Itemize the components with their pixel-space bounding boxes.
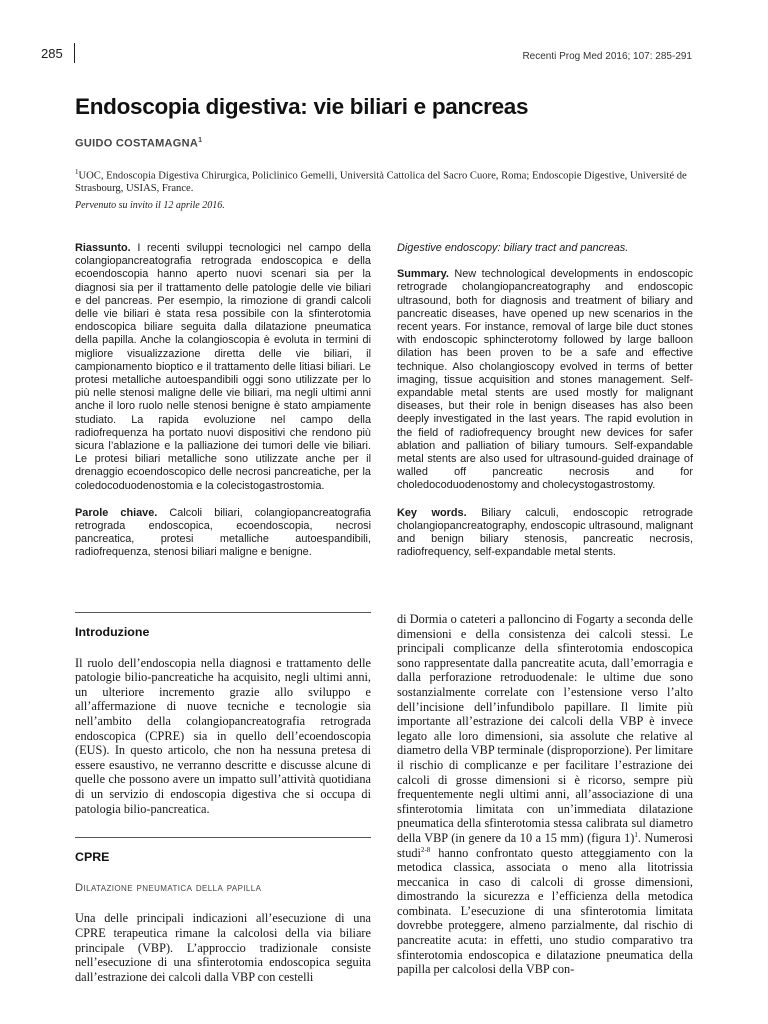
riassunto-paragraph (75, 242, 371, 493)
body-column-left (75, 612, 371, 984)
abstract-english (397, 242, 693, 559)
body-text-segment: . Numerosi studi (397, 830, 694, 860)
intro-paragraph: Il ruolo dell’endoscopia nella diagnosi e trattamento delle patologie bilio-pancreatiche ha acquisito, negli ultimi anni, un ulteriore incremento grazie allo sviluppo e all’affermazione di nuove tecniche e tecnologie sia nell’ambito della colangiopancreatografia retrograda endoscopica (CPRE) sia in quello dell’ecoendoscopia (EUS). In questo articolo, che non ha nessuna pretesa di essere esaustivo, ne verranno descritte e discusse alcune di quelle che possono avere un impatto sull’attività quotidiana di un servizio di endoscopia digestiva che si occupa di patologia bilio-pancreatica. (75, 655, 371, 816)
riassunto-label: Riassunto. (75, 242, 131, 254)
author-name: GUIDO COSTAMAGNA (75, 137, 199, 150)
article-title: Endoscopia digestiva: vie biliari e pancreas (75, 94, 529, 119)
parole-chiave-label: Parole chiave. (75, 506, 158, 519)
parole-chiave-paragraph (75, 507, 371, 560)
affiliation (75, 166, 695, 196)
body-text-segment: hanno confrontato questo atteggiamento con la metodica classica, associata o meno alla litotrissia meccanica in caso di calcoli di grosse dimensioni, dimostrando la sicurezza e l’efficienza della metodica combinata. L’esecuzione di una sfinterotomia limitata dovrebbe proteggere, almeno parzialmente, dal rischio di pancreatite acuta: in effetti, uno studio comparativo tra sfinterotomia endoscopica e dilatazione pneumatica della papilla per calcolosi della VBP con- (397, 845, 693, 977)
journal-citation: Recenti Prog Med 2016; 107: 285-291 (522, 51, 692, 62)
key-words-paragraph (397, 507, 693, 560)
author-affiliation-mark: 1 (198, 137, 203, 144)
affiliation-mark: 1 (75, 168, 79, 176)
body-column-right (397, 612, 693, 977)
riassunto-text: I recenti sviluppi tecnologici nel campo della colangiopancreatografia retrograda endoscopica e della ecoendoscopia hanno aperto nuovi scenari sia per la diagnosi sia per il trattamento delle patologie delle vie biliari e del pancreas. Per esempio, la rimozione di grandi calcoli delle vie biliari è stata resa possibile con la sfinterotomia endoscopica biliare seguita dalla dilatazione pneumatica della papilla. Anche la colangioscopia è evoluta in termini di migliore visualizzazione diretta delle vie biliari, il campionamento bioptico e il trattamento delle litiasi biliari. Le protesi metalliche autoespandibili oggi sono utilizzate per lo più nelle stenosi maligne delle vie biliari, ma negli ultimi anni anche il loro ruolo nelle stenosi benigne è stato ampiamente studiato. La rapida evoluzione nel campo della radiofrequenza ha portato nuovi dispositivi che rendono più sicura l’ablazione e la palliazione dei tumori delle vie biliari. Le protesi biliari metalliche sono utilizzate anche per il drenaggio ecoendoscopico delle necrosi pancreatiche, per la coledocoduodenostomia e la colecistogastrostomia. (75, 242, 371, 492)
summary-label: Summary. (397, 268, 449, 281)
header-divider (74, 43, 75, 63)
key-words-text: Biliary calculi, endoscopic retrograde cholangiopancreatography, endoscopic ultrasound, malignant and benign biliary stenosis, pancreatic necrosis, radiofrequency, self-expandable metal stents. (397, 506, 693, 559)
reference-marker: 2-8 (420, 845, 431, 854)
received-date: Pervenuto su invito il 12 aprile 2016. (75, 200, 225, 211)
page-number: 285 (41, 46, 63, 61)
cpre-paragraph-continued (397, 612, 693, 977)
summary-paragraph (397, 268, 693, 492)
section-divider (75, 612, 371, 613)
abstract-italian (75, 242, 371, 560)
reference-marker: 1 (634, 830, 638, 839)
author-line (75, 137, 202, 150)
parole-chiave-text: Calcoli biliari, colangiopancreatografia retrograda endoscopica, ecoendoscopia, necrosi pancreatica, protesi metalliche autoespandibili, radiofrequenza, stenosi biliari maligne e benigne. (75, 506, 371, 559)
section-divider (75, 837, 371, 838)
cpre-paragraph: Una delle principali indicazioni all’esecuzione di una CPRE terapeutica rimane la calcolosi della via biliare principale (VBP). L’approccio tradizionale consiste nell’esecuzione di una sfinterotomia endoscopica seguita dall’estrazione dei calcoli dalla VBP con cestelli (75, 911, 371, 984)
section-heading-introduzione: Introduzione (75, 625, 150, 639)
summary-text: New technological developments in endoscopic retrograde cholangiopancreatography and endoscopic ultrasound, both for diagnosis and treatment of biliary and pancreatic diseases, have opened up new scenarios in the recent years. For instance, removal of large bile duct stones with endoscopic sphincterotomy followed by large balloon dilation has been proven to be a safe and effective technique. Also cholangioscopy evolved in terms of better imaging, tissue acquisition and stones management. Self-expandable metal stents are used mostly for malignant diseases, but their role in benign diseases has also been deeply investigated in the last years. The rapid evolution in the field of radiofrequency brought new devices for safer ablation and palliation of biliary tumours. Self-expandable metal stents are also used for ultrasound-guided drainage of walled off pancreatic necrosis and for choledocoduodenostomy and cholecystogastrostomy. (397, 268, 693, 492)
key-words-label: Key words. (397, 506, 467, 519)
section-heading-cpre: CPRE (75, 850, 110, 865)
english-title: Digestive endoscopy: biliary tract and pancreas. (397, 242, 629, 254)
body-text-segment: di Dormia o cateteri a palloncino di Fogarty a seconda delle dimensioni e della consistenza dei calcoli stessi. Le principali complicanze della sfinterotomia endoscopica sono rappresentate dalla pancreatite acuta, dall’emorragia e dalla perforazione retroduodenale: le ultime due sono sostanzialmente correlate con l’estensione verso l’alto dell’incisione dell’infundibolo papillare. Il limite più importante all’estrazione dei calcoli della VBP è invece legato alle loro dimensioni, sia assolute che relative al diametro della VBP terminale (disproporzione). Per limitare il rischio di complicanze e per facilitare l’estrazione dei calcoli di grosse dimensioni si è ricorso, sempre più frequentemente negli ultimi anni, all’associazione di una sfinterotomia limitata con un’immediata dilatazione pneumatica della sfinterotomia stessa calibrata sul diametro della VBP (in genere da 10 a 15 mm) (figura 1) (397, 612, 693, 845)
subsection-heading-dilatazione: Dilatazione pneumatica della papilla (75, 881, 262, 894)
affiliation-text: UOC, Endoscopia Digestiva Chirurgica, Policlinico Gemelli, Università Cattolica del Sacro Cuore, Roma; Endoscopie Digestive, Université de Strasbourg, USIAS, France. (75, 170, 687, 195)
